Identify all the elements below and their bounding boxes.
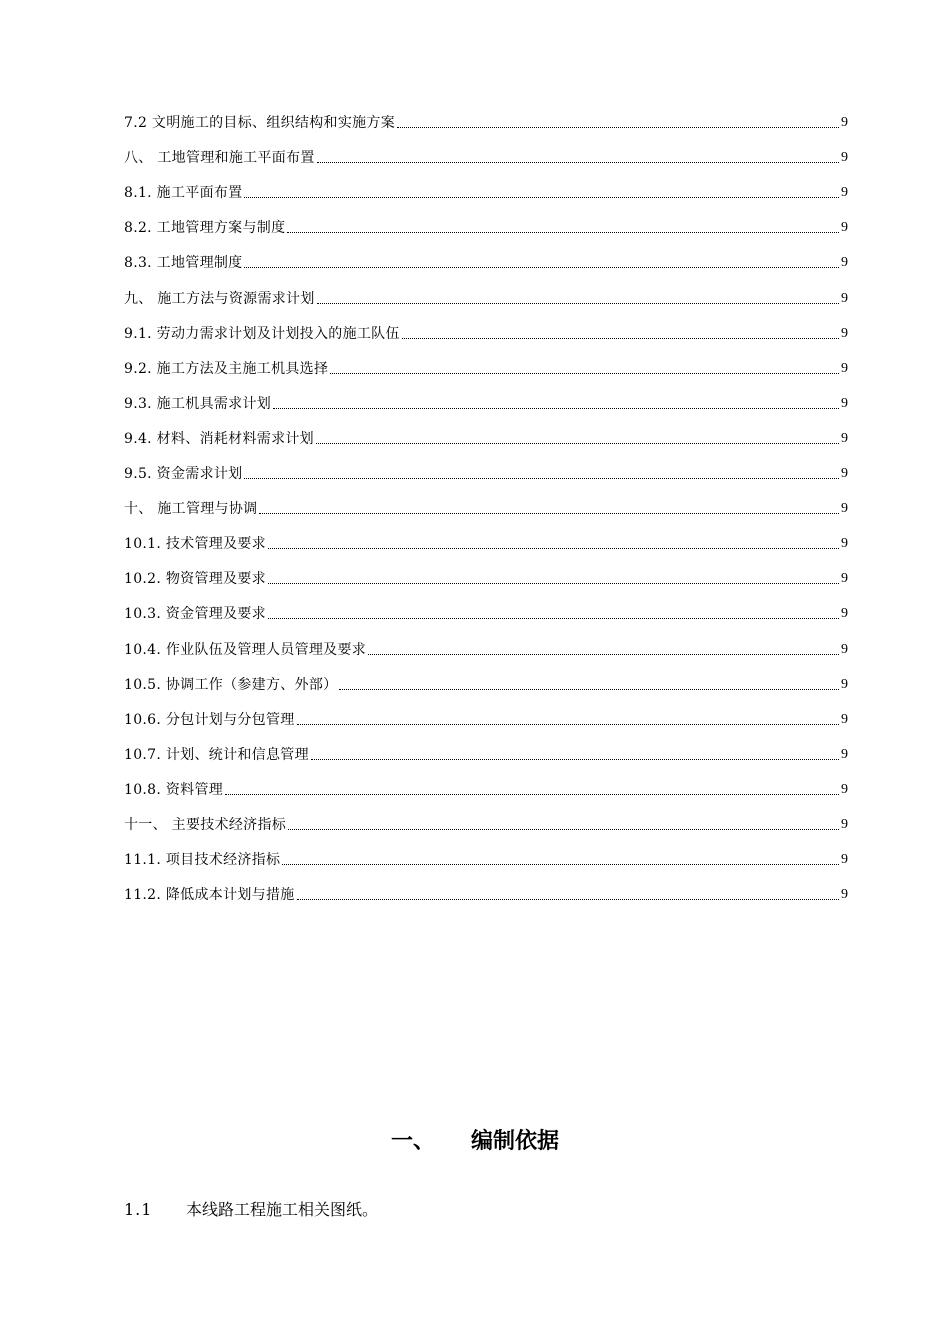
toc-entry-title: 10.5. 协调工作（参建方、外部） [124, 676, 338, 693]
table-of-contents [124, 100, 848, 907]
toc-entry[interactable] [124, 135, 848, 170]
toc-dot-leader [317, 161, 839, 163]
toc-entry[interactable] [124, 556, 848, 591]
toc-dot-leader [368, 653, 839, 655]
toc-entry[interactable] [124, 626, 848, 661]
toc-dot-leader [317, 302, 839, 304]
toc-entry-title: 8.1. 施工平面布置 [124, 185, 243, 202]
toc-entry[interactable] [124, 240, 848, 275]
section-title: 编制依据 [471, 1129, 560, 1154]
toc-dot-leader [244, 196, 839, 198]
toc-entry-page-number: 9 [841, 325, 848, 341]
toc-entry-page-number: 9 [841, 676, 848, 692]
toc-entry-page-number: 9 [841, 290, 848, 306]
toc-dot-leader [268, 582, 839, 584]
toc-entry-title: 八、 工地管理和施工平面布置 [124, 150, 315, 167]
toc-entry[interactable] [124, 205, 848, 240]
toc-entry-title: 9.4. 材料、消耗材料需求计划 [124, 430, 314, 447]
toc-entry-page-number: 9 [841, 781, 848, 797]
toc-entry-title: 10.8. 资料管理 [124, 781, 224, 798]
body-paragraph [124, 1196, 378, 1224]
toc-entry-page-number: 9 [841, 395, 848, 411]
toc-dot-leader [330, 372, 839, 374]
section-number: 一、 [390, 1129, 435, 1154]
paragraph-number: 1.1 [124, 1200, 153, 1219]
toc-entry-title: 九、 施工方法与资源需求计划 [124, 290, 315, 307]
toc-entry-title: 8.3. 工地管理制度 [124, 255, 243, 272]
toc-entry-page-number: 9 [841, 746, 848, 762]
toc-entry-title: 10.7. 计划、统计和信息管理 [124, 746, 309, 763]
toc-dot-leader [259, 512, 839, 514]
toc-entry-page-number: 9 [841, 501, 848, 517]
toc-entry[interactable] [124, 732, 848, 767]
toc-entry-title: 9.1. 劳动力需求计划及计划投入的施工队伍 [124, 325, 400, 342]
toc-dot-leader [225, 793, 839, 795]
toc-dot-leader [402, 337, 839, 339]
toc-entry-page-number: 9 [841, 185, 848, 201]
toc-entry-title: 10.1. 技术管理及要求 [124, 536, 266, 553]
toc-dot-leader [297, 898, 839, 900]
toc-entry-title: 9.3. 施工机具需求计划 [124, 395, 272, 412]
toc-dot-leader [316, 442, 839, 444]
toc-entry-page-number: 9 [841, 430, 848, 446]
toc-entry-title: 10.3. 资金管理及要求 [124, 606, 266, 623]
paragraph-text: 本线路工程施工相关图纸。 [186, 1200, 379, 1219]
toc-entry[interactable] [124, 697, 848, 732]
toc-dot-leader [297, 723, 839, 725]
toc-entry[interactable] [124, 486, 848, 521]
toc-entry[interactable] [124, 100, 848, 135]
toc-entry-page-number: 9 [841, 641, 848, 657]
toc-dot-leader [287, 231, 839, 233]
toc-entry-page-number: 9 [841, 466, 848, 482]
toc-entry-page-number: 9 [841, 220, 848, 236]
toc-entry-title: 9.2. 施工方法及主施工机具选择 [124, 360, 329, 377]
toc-dot-leader [311, 758, 839, 760]
toc-entry[interactable] [124, 802, 848, 837]
section-heading [0, 1122, 950, 1162]
toc-entry-title: 十、 施工管理与协调 [124, 501, 258, 518]
toc-entry-page-number: 9 [841, 150, 848, 166]
toc-entry-page-number: 9 [841, 571, 848, 587]
toc-dot-leader [282, 863, 839, 865]
toc-entry-page-number: 9 [841, 536, 848, 552]
toc-entry[interactable] [124, 170, 848, 205]
toc-dot-leader [244, 477, 839, 479]
toc-entry[interactable] [124, 416, 848, 451]
toc-entry-page-number: 9 [841, 852, 848, 868]
toc-entry[interactable] [124, 311, 848, 346]
toc-dot-leader [244, 266, 839, 268]
toc-entry-title: 10.2. 物资管理及要求 [124, 571, 266, 588]
toc-entry-page-number: 9 [841, 887, 848, 903]
toc-entry[interactable] [124, 767, 848, 802]
toc-entry[interactable] [124, 872, 848, 907]
toc-entry-page-number: 9 [841, 816, 848, 832]
toc-entry-page-number: 9 [841, 360, 848, 376]
toc-entry[interactable] [124, 837, 848, 872]
toc-entry-title: 11.1. 项目技术经济指标 [124, 852, 281, 869]
toc-entry-title: 8.2. 工地管理方案与制度 [124, 220, 286, 237]
toc-dot-leader [268, 547, 839, 549]
toc-entry-title: 10.4. 作业队伍及管理人员管理及要求 [124, 641, 367, 658]
toc-entry[interactable] [124, 662, 848, 697]
toc-entry-title: 10.6. 分包计划与分包管理 [124, 711, 295, 728]
toc-entry[interactable] [124, 451, 848, 486]
toc-entry[interactable] [124, 591, 848, 626]
toc-entry-title: 7.2 文明施工的目标、组织结构和实施方案 [124, 115, 396, 132]
toc-entry-page-number: 9 [841, 711, 848, 727]
toc-dot-leader [268, 617, 839, 619]
toc-entry-title: 十一、 主要技术经济指标 [124, 816, 287, 833]
toc-entry[interactable] [124, 275, 848, 310]
toc-entry-title: 11.2. 降低成本计划与措施 [124, 887, 295, 904]
toc-dot-leader [288, 828, 839, 830]
toc-dot-leader [339, 688, 839, 690]
toc-entry[interactable] [124, 381, 848, 416]
toc-dot-leader [273, 407, 839, 409]
toc-entry[interactable] [124, 346, 848, 381]
toc-entry-page-number: 9 [841, 606, 848, 622]
toc-entry[interactable] [124, 521, 848, 556]
toc-entry-page-number: 9 [841, 255, 848, 271]
toc-entry-title: 9.5. 资金需求计划 [124, 466, 243, 483]
toc-dot-leader [397, 126, 839, 128]
toc-entry-page-number: 9 [841, 115, 848, 131]
